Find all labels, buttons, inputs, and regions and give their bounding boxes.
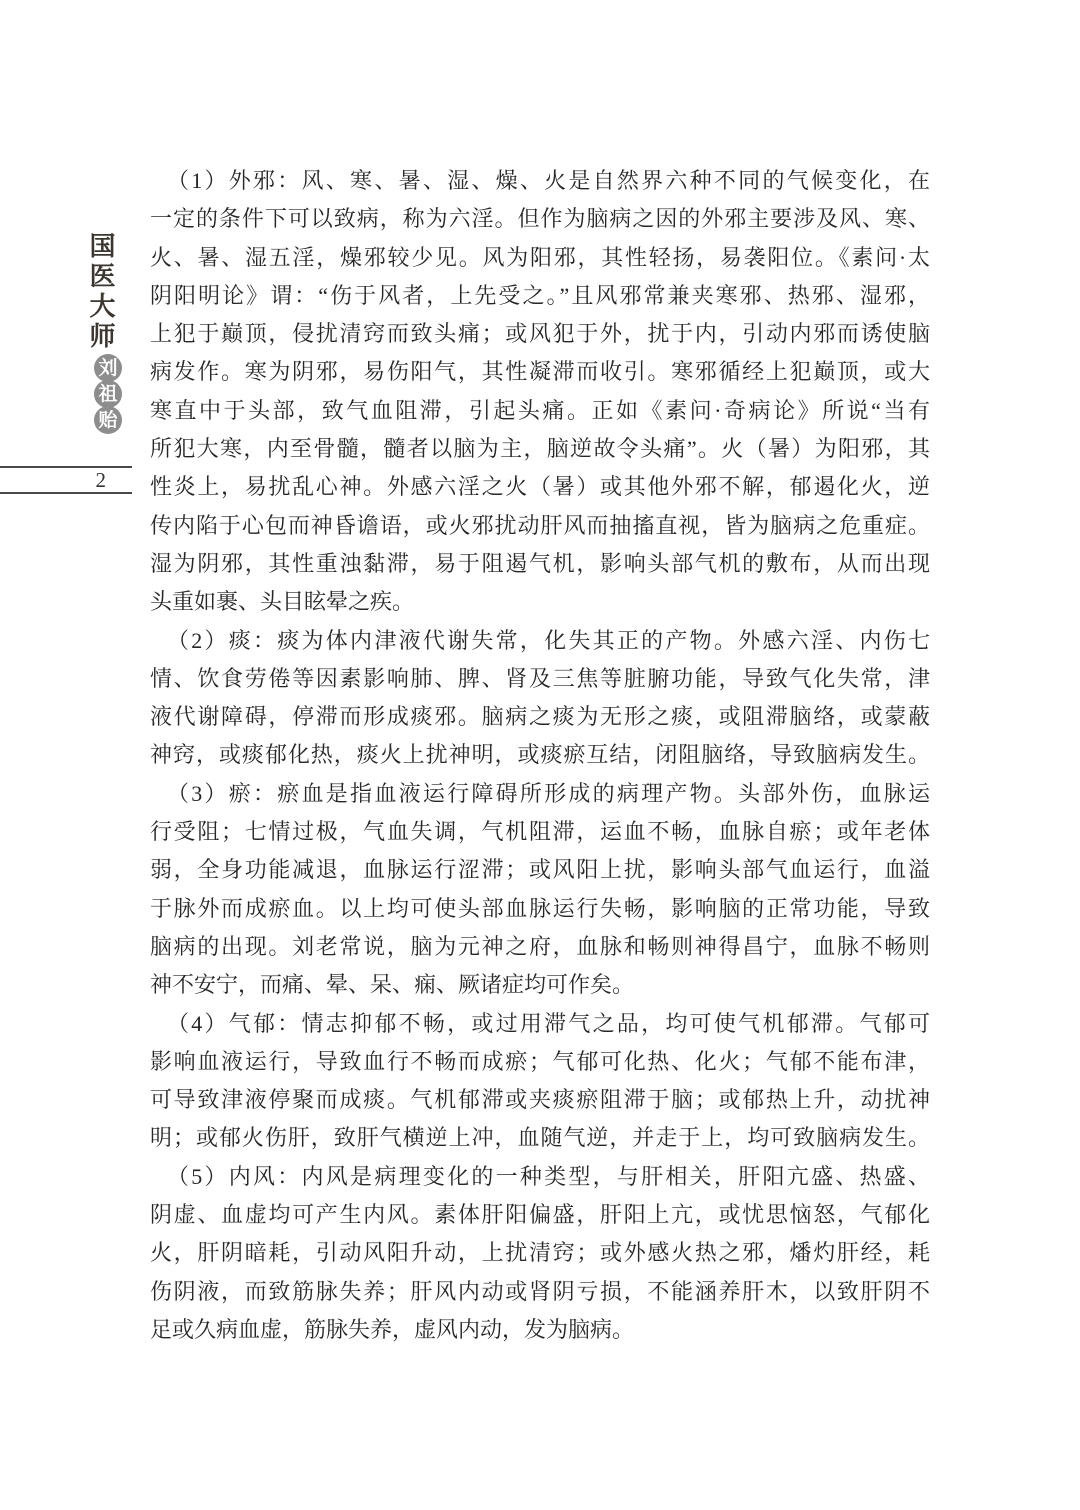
- page-number: 2: [95, 468, 106, 492]
- author-seal-char: 祖: [94, 380, 122, 408]
- text-line: （1）外邪：风、寒、暑、湿、燥、火是自然界六种不同的气候变化，在: [167, 168, 930, 193]
- paragraph: [150, 775, 930, 1005]
- text-line: 病发作。寒为阴邪，易伤阳气，其性凝滞而收引。寒邪循经上犯巅顶，或大: [150, 359, 930, 385]
- text-line: 神窍，或痰郁化热，痰火上扰神明，或痰瘀互结，闭阻脑络，导致脑病发生。: [150, 742, 930, 768]
- paragraph: [150, 1158, 930, 1349]
- text-line: 一定的条件下可以致病，称为六淫。但作为脑病之因的外邪主要涉及风、寒、: [150, 206, 930, 232]
- body-text: [150, 162, 930, 1349]
- text-line: 火，肝阴暗耗，引动风阳升动，上扰清窍；或外感火热之邪，燔灼肝经，耗: [150, 1240, 930, 1266]
- author-seal-char: 贻: [94, 406, 122, 434]
- text-line: 性炎上，易扰乱心神。外感六淫之火（暑）或其他外邪不解，郁遏化火，逆: [150, 474, 930, 500]
- text-line: 明；或郁火伤肝，致肝气横逆上冲，血随气逆，并走于上，均可致脑病发生。: [150, 1125, 930, 1151]
- text-line: （3）瘀：瘀血是指血液运行障碍所形成的病理产物。头部外伤，血脉运: [167, 780, 930, 806]
- author-name-seals: [94, 354, 122, 432]
- text-line: 所犯大寒，内至骨髓，髓者以脑为主，脑逆故令头痛”。火（暑）为阳邪，其: [150, 436, 930, 462]
- text-line: 于脉外而成瘀血。以上均可使头部血脉运行失畅，影响脑的正常功能，导致: [150, 895, 930, 921]
- paragraph: [150, 162, 930, 622]
- text-line: （4）气郁：情志抑郁不畅，或过用滞气之品，均可使气机郁滞。气郁可: [167, 1010, 930, 1036]
- page-number-block: [0, 466, 132, 494]
- text-line: 阴阳明论》谓：“伤于风者，上先受之。”且风邪常兼夹寒邪、热邪、湿邪，: [150, 282, 930, 308]
- text-line: 液代谢障碍，停滞而形成痰邪。脑病之痰为无形之痰，或阻滞脑络，或蒙蔽: [150, 704, 930, 730]
- text-line: 火、暑、湿五淫，燥邪较少见。风为阳邪，其性轻扬，易袭阳位。《素问·太: [150, 244, 930, 270]
- text-line: 情、饮食劳倦等因素影响肺、脾、肾及三焦等脏腑功能，导致气化失常，津: [150, 665, 930, 691]
- text-line: 湿为阴邪，其性重浊黏滞，易于阻遏气机，影响头部气机的敷布，从而出现: [150, 550, 930, 576]
- text-line: （5）内风：内风是病理变化的一种类型，与肝相关，肝阳亢盛、热盛、: [167, 1163, 930, 1189]
- text-line: 可导致津液停聚而成痰。气机郁滞或夹痰瘀阻滞于脑；或郁热上升，动扰神: [150, 1087, 930, 1113]
- author-seal-char: 刘: [94, 354, 122, 382]
- text-line: 寒直中于头部，致气血阻滞，引起头痛。正如《素问·奇病论》所说“当有: [150, 397, 930, 423]
- text-line: 阴虚、血虚均可产生内风。素体肝阳偏盛，肝阳上亢，或忧思恼怒，气郁化: [150, 1202, 930, 1228]
- series-title-calligraphy: 国医大师: [86, 232, 115, 352]
- text-line: 伤阴液，而致筋脉失养；肝风内动或肾阴亏损，不能涵养肝木，以致肝阴不: [150, 1278, 930, 1304]
- text-line: 脑病的出现。刘老常说，脑为元神之府，血脉和畅则神得昌宁，血脉不畅则: [150, 933, 930, 959]
- paragraph: [150, 622, 930, 775]
- text-line: 弱，全身功能减退，血脉运行涩滞；或风阳上扰，影响头部气血运行，血溢: [150, 857, 930, 883]
- text-line: 传内陷于心包而神昏谵语，或火邪扰动肝风而抽搐直视，皆为脑病之危重症。: [150, 512, 930, 538]
- text-line: 上犯于巅顶，侵扰清窍而致头痛；或风犯于外，扰于内，引动内邪而诱使脑: [150, 321, 930, 347]
- text-line: 行受阻；七情过极，气血失调，气机阻滞，运血不畅，血脉自瘀；或年老体: [150, 819, 930, 845]
- text-line: 影响血液运行，导致血行不畅而成瘀；气郁可化热、化火；气郁不能布津，: [150, 1048, 930, 1074]
- text-line: 足或久病血虚，筋脉失养，虚风内动，发为脑病。: [150, 1316, 635, 1342]
- text-line: 头重如裹、头目眩晕之疾。: [150, 589, 415, 615]
- paragraph: [150, 1005, 930, 1158]
- text-line: 神不安宁，而痛、晕、呆、痫、厥诸症均可作矣。: [150, 972, 635, 998]
- text-line: （2）痰：痰为体内津液代谢失常，化失其正的产物。外感六淫、内伤七: [167, 627, 930, 653]
